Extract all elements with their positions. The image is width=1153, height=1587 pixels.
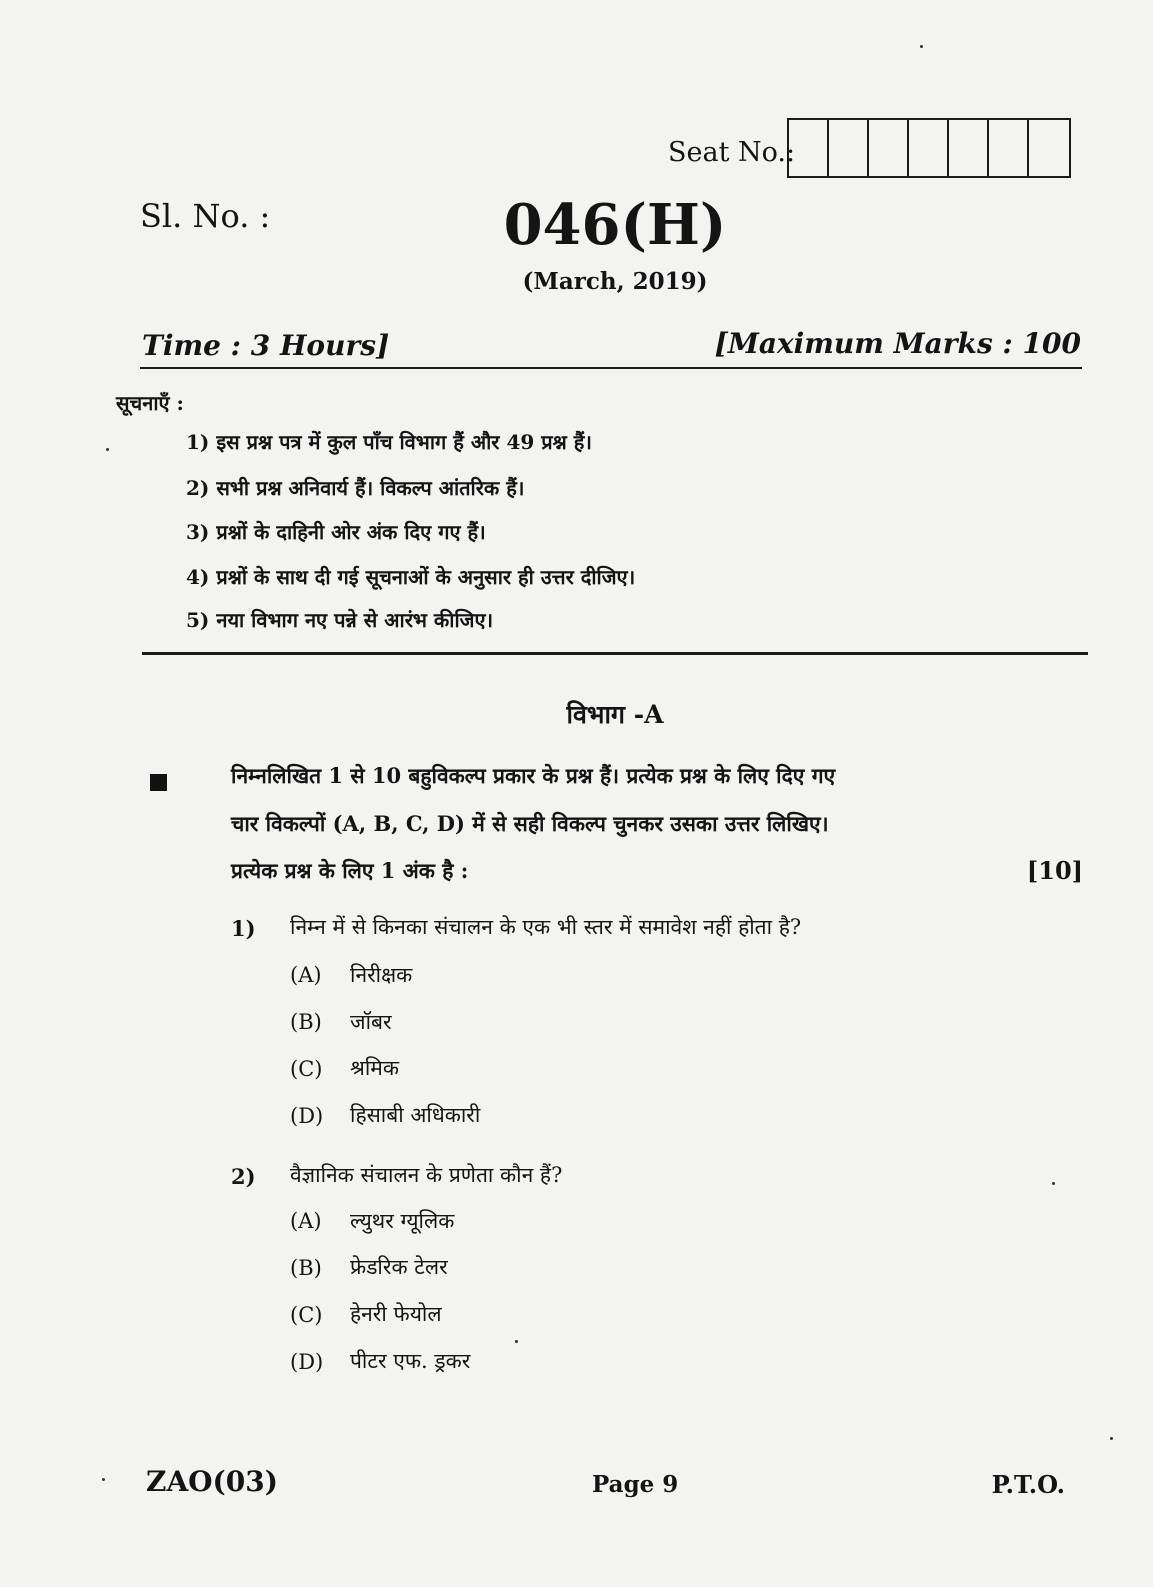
option-label: (A) [290, 963, 322, 987]
section-intro-line: निम्नलिखित 1 से 10 बहुविकल्प प्रकार के प्रश्न हैं। प्रत्येक प्रश्न के लिए दिए गए [231, 763, 836, 788]
option-text: निरीक्षक [350, 963, 413, 987]
scan-speck [1110, 1437, 1113, 1440]
paper-code: 046(H) [503, 192, 727, 258]
section-intro-line: प्रत्येक प्रश्न के लिए 1 अंक है : [231, 858, 469, 883]
option-label: (C) [290, 1057, 323, 1081]
scan-speck [1052, 1182, 1055, 1185]
exam-date: (March, 2019) [522, 268, 708, 295]
header-divider [140, 367, 1082, 369]
section-marks: [10] [1026, 856, 1083, 885]
option-label: (D) [290, 1350, 324, 1374]
section-intro-line: चार विकल्पों (A, B, C, D) में से सही विकल्प चुनकर उसका उत्तर लिखिए। [231, 811, 829, 836]
sl-no-label: Sl. No. : [140, 197, 271, 235]
option-text: फ्रेडरिक टेलर [350, 1255, 448, 1279]
question-number: 1) [231, 916, 256, 941]
square-bullet-icon [150, 774, 167, 791]
seat-box [869, 120, 909, 176]
seat-box [1029, 120, 1069, 176]
question-number: 2) [231, 1164, 256, 1189]
footer-paper-code: ZAO(03) [146, 1465, 279, 1498]
question-text: निम्न में से किनका संचालन के एक भी स्तर में समावेश नहीं होता है? [290, 915, 802, 939]
option-text: हेनरी फेयोल [350, 1302, 442, 1326]
seat-box [789, 120, 829, 176]
instruction-item: 1) इस प्रश्न पत्र में कुल पाँच विभाग हैं और 49 प्रश्न हैं। [186, 430, 592, 454]
seat-box [989, 120, 1029, 176]
footer-pto: P.T.O. [991, 1470, 1065, 1499]
question-text: वैज्ञानिक संचालन के प्रणेता कौन हैं? [290, 1163, 563, 1187]
seat-no-label: Seat No.: [668, 137, 796, 168]
option-text: जॉबर [350, 1010, 392, 1034]
option-label: (C) [290, 1303, 323, 1327]
instructions-divider [142, 652, 1088, 655]
option-label: (A) [290, 1209, 322, 1233]
instructions-heading: सूचनाएँ : [116, 391, 184, 415]
seat-no-boxes [787, 118, 1071, 178]
option-label: (D) [290, 1104, 324, 1128]
instruction-item: 2) सभी प्रश्न अनिवार्य हैं। विकल्प आंतरिक हैं। [186, 476, 525, 500]
scan-speck [515, 1340, 518, 1343]
instruction-item: 5) नया विभाग नए पन्ने से आरंभ कीजिए। [186, 608, 494, 632]
seat-box [829, 120, 869, 176]
option-label: (B) [290, 1010, 322, 1034]
scan-speck [920, 45, 923, 48]
option-text: श्रमिक [350, 1056, 399, 1080]
instruction-item: 3) प्रश्नों के दाहिनी ओर अंक दिए गए हैं। [186, 520, 486, 544]
scan-speck [102, 1478, 105, 1481]
seat-box [909, 120, 949, 176]
instruction-item: 4) प्रश्नों के साथ दी गई सूचनाओं के अनुसार ही उत्तर दीजिए। [186, 565, 636, 589]
option-text: ल्युथर ग्यूलिक [350, 1209, 455, 1233]
maximum-marks: [Maximum Marks : 100 [714, 327, 1081, 360]
time-allowed: Time : 3 Hours] [142, 329, 390, 362]
option-text: हिसाबी अधिकारी [350, 1103, 481, 1127]
option-label: (B) [290, 1256, 322, 1280]
footer-page-number: Page 9 [592, 1471, 679, 1498]
seat-box [949, 120, 989, 176]
scan-speck [106, 448, 109, 451]
section-title: विभाग -A [566, 700, 664, 729]
option-text: पीटर एफ. ड्रकर [350, 1349, 471, 1373]
